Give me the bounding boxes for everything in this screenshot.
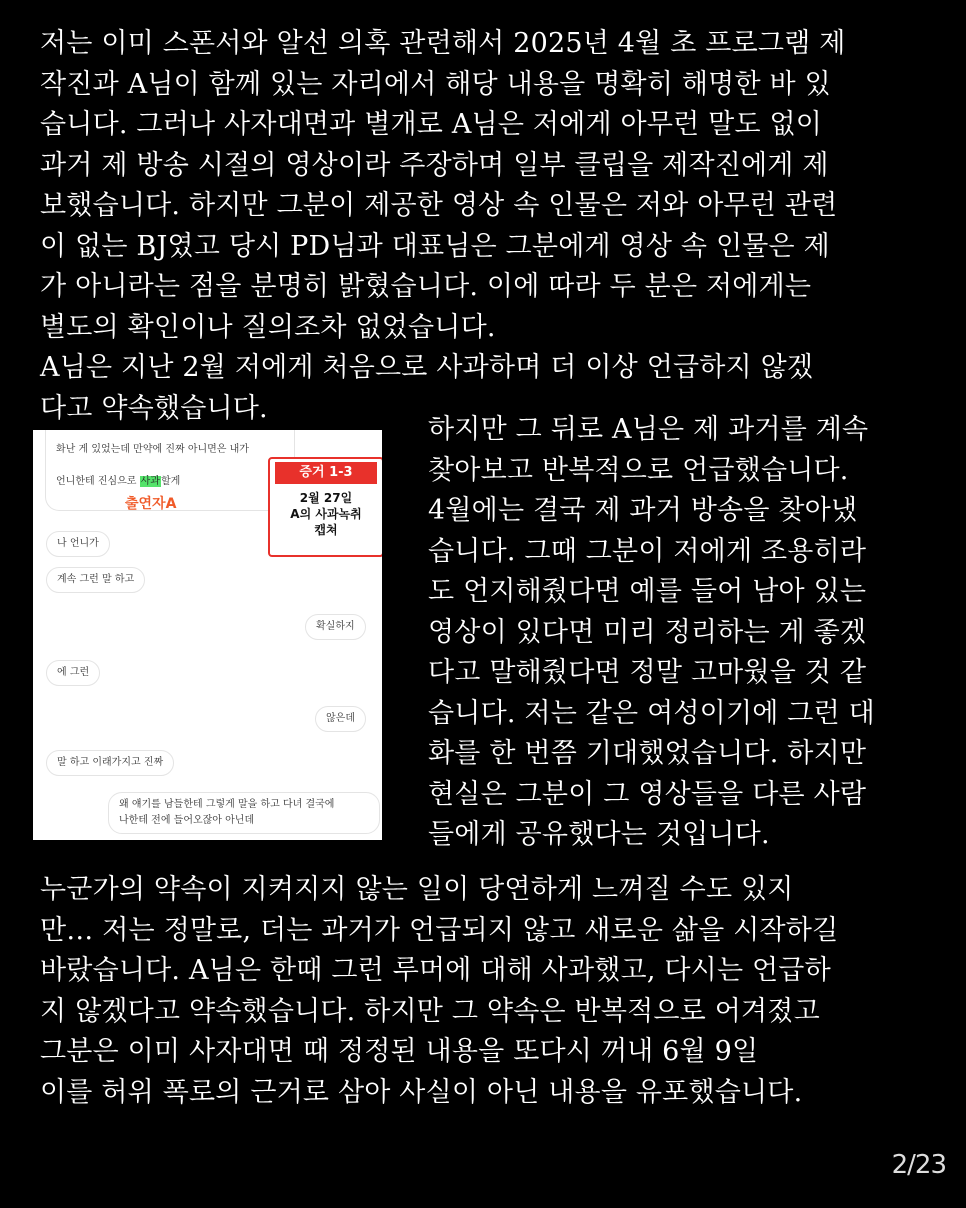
chat-bubble: 말 하고 이래가지고 진짜	[46, 750, 174, 776]
paragraph-conclusion: 누군가의 약속이 지켜지지 않는 일이 당연하게 느껴질 수도 있지 만… 저는 정말로, 더는 과거가 언급되지 않고 새로운 삶을 시작하길 바랐습니다. A님은 한때 그런 루머에 대해 사과했고, 다시는 언급하 지 않겠다고 약속했습니다. 하지만 그 약속은 반복적으로 어겨졌고 그분은 이미 사자대면 때 정정된 내용을 또다시 꺼내 6월 9일 이를 허위 폭로의 근거로 삼아 사실이 아닌 내용을 유포했습니다.	[40, 874, 839, 1108]
chat-line: 화난 게 있었는데 만약에 진짜 아니면은 내가	[56, 444, 249, 455]
chat-bubble: 확실하지	[305, 614, 366, 640]
speaker-label: 출연자A	[125, 496, 177, 512]
chat-line	[56, 474, 284, 490]
paragraph-side: 하지만 그 뒤로 A님은 제 과거를 계속 찾아보고 반복적으로 언급했습니다. 4월에는 결국 제 과거 방송을 찾아냈 습니다. 그때 그분이 저에게 조용히라 도 언지해줬다면 예를 들어 남아 있는 영상이 있다면 미리 정리하는 게 좋겠 다고 말해줬다면 정말 고마웠을 것 같 습니다. 저는 같은 여성이기에 그런 대 화를 한 번쯤 기대했었습니다. 하지만 현실은 그분이 그 영상들을 다른 사람 들에게 공유했다는 것입니다.	[428, 414, 875, 850]
evidence-chat-screenshot	[33, 430, 382, 840]
chat-text: 언니한테 진심으로	[56, 476, 140, 487]
chat-bubble: 에 그런	[46, 660, 100, 686]
chat-bubble: 계속 그런 말 하고	[46, 567, 145, 593]
evidence-badge	[268, 457, 382, 557]
chat-bubble: 않은데	[315, 706, 366, 732]
chat-bubble: 나 언니가	[46, 531, 110, 557]
page-number: 2/23	[891, 1150, 946, 1180]
evidence-description: 2월 27일 A의 사과녹취 캡쳐	[290, 491, 362, 537]
highlighted-word: 사과	[140, 476, 160, 487]
evidence-title: 증거 1-3	[275, 462, 377, 484]
paragraph-intro: 저는 이미 스폰서와 알선 의혹 관련해서 2025년 4월 초 프로그램 제 작진과 A님이 함께 있는 자리에서 해당 내용을 명확히 해명한 바 있 습니다. 그러나 사자대면과 별개로 A님은 저에게 아무런 말도 없이 과거 제 방송 시절의 영상이라 주장하며 일부 클립을 제작진에게 제 보했습니다. 하지만 그분이 제공한 영상 속 인물은 저와 아무런 관련 이 없는 BJ였고 당시 PD님과 대표님은 그분에게 영상 속 인물은 제 가 아니라는 점을 분명히 밝혔습니다. 이에 따라 두 분은 저에게는 별도의 확인이나 질의조차 없었습니다. A님은 지난 2월 저에게 처음으로 사과하며 더 이상 언급하지 않겠 다고 약속했습니다.	[40, 28, 846, 424]
chat-text: 할게	[160, 476, 181, 487]
chat-bubble: 왜 얘기를 남들한테 그렇게 말을 하고 다녀 결국에 나한테 전에 들어오잖아 아닌데	[108, 792, 380, 834]
